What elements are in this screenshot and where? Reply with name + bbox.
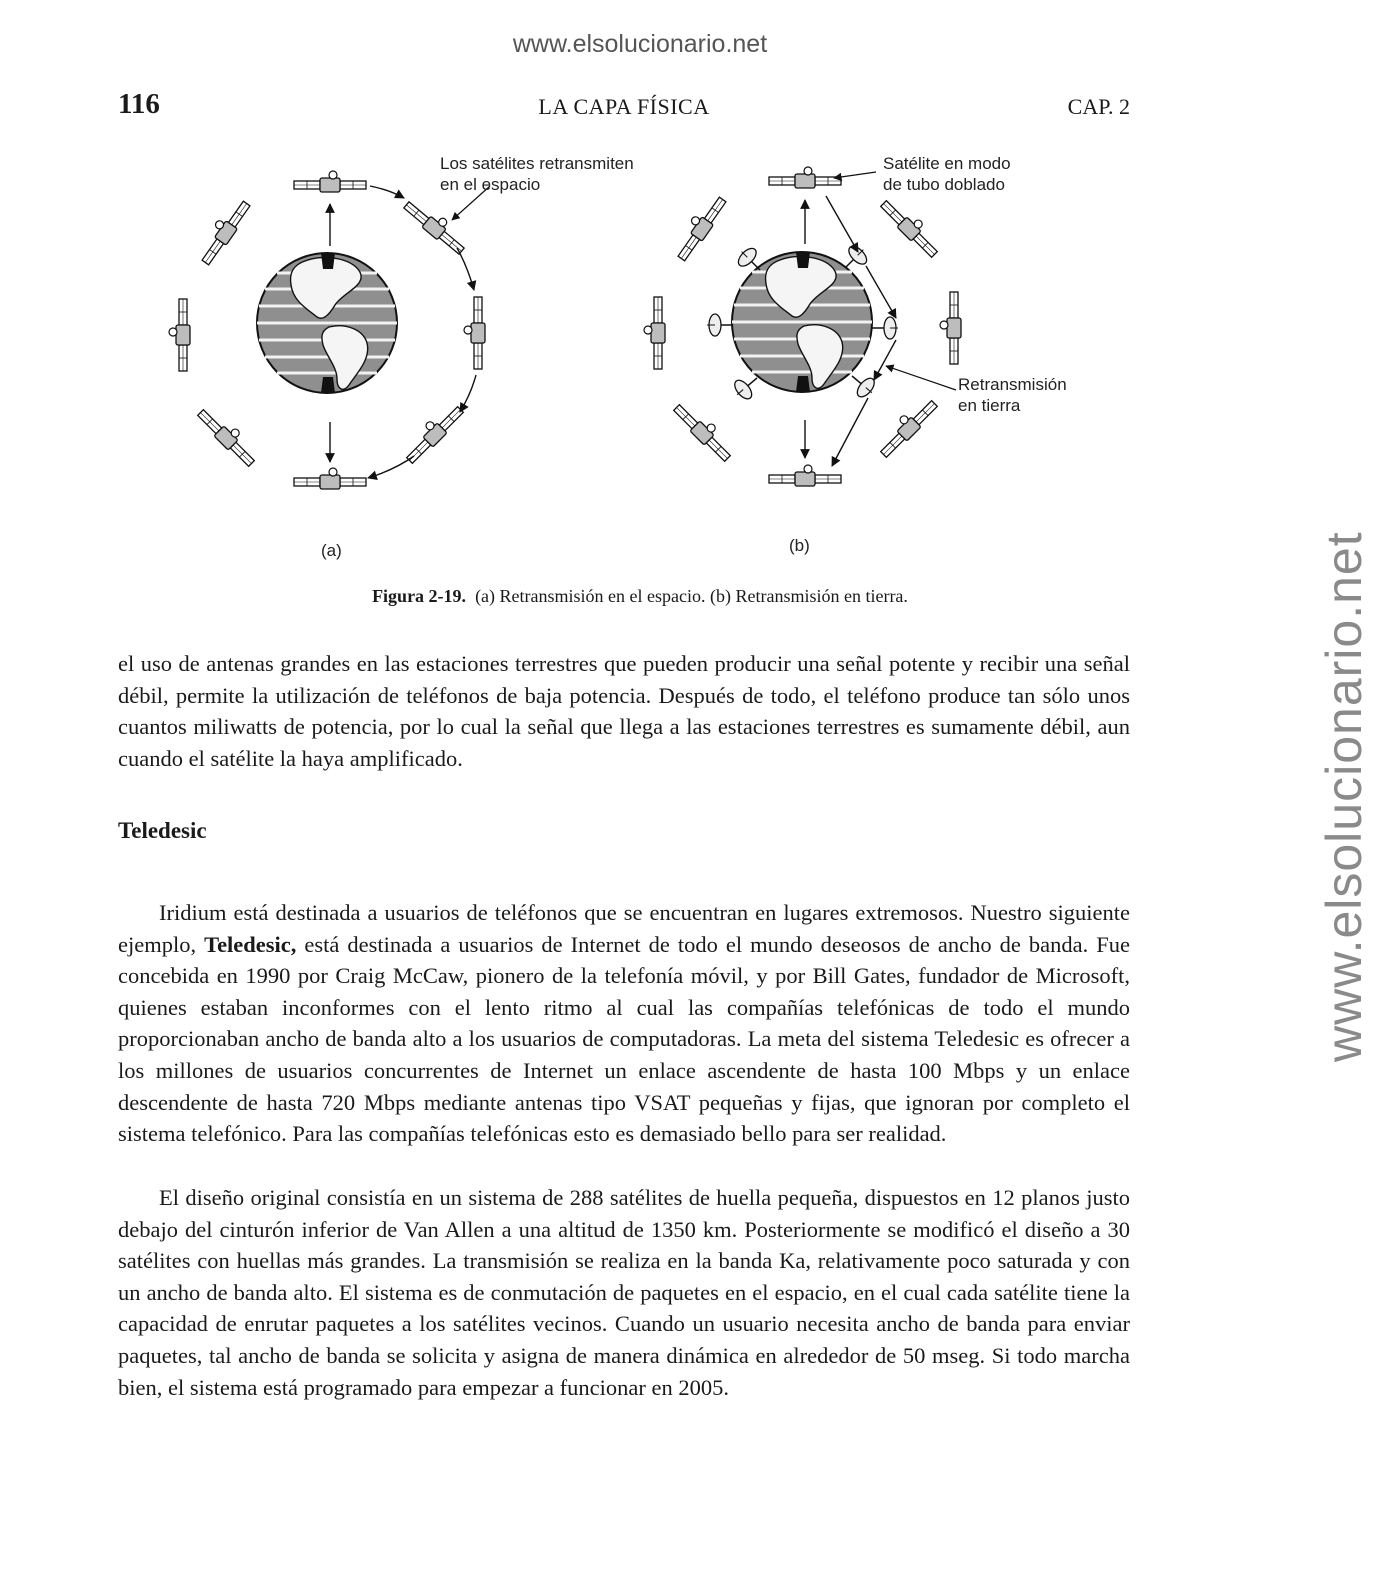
label-bent-pipe-2: de tubo doblado [883,175,1005,194]
satellite-icon [169,299,190,371]
paragraph-1: el uso de antenas grandes en las estaciones terrestres que pueden producir una señal potente y recibir una señal débil, permite la utilización de teléfonos de baja potencia. Después de todo, el teléfono produce tan sólo unos cuantos miliwatts de potencia, por lo cual la señal que llega a las estaciones terrestres es sumamente débil, aun cuando el satélite la haya amplificado. [118,651,1130,771]
ground-dish-icon [707,314,733,336]
satellite-icon [670,191,728,262]
paragraph-3: El diseño original consistía en un sistema de 288 satélites de huella pequeña, dispuestos en 12 planos justo debajo del cinturón inferior de Van Allen a una altitud de 1350 km. Posteriormente se modificó el diseño a 30 satélites con huellas más grandes. La transmisión se realiza en la banda Ka, relativamente poco saturada y con un ancho de banda alto. El sistema es de conmutación de paquetes en el espacio, en el cual cada satélite tiene la capacidad de enrutar paquetes a los satélites vecinos. Cuando un usuario necesita ancho de banda para enviar paquetes, tal ancho de banda se solicita y asigna de manera dinámica en alrededor de 50 mseg. Si todo marcha bien, el sistema está programado para empezar a funcionar en 2005. [118,1185,1130,1400]
paragraph-2 [118,897,1130,1150]
section-heading: Teledesic [118,818,207,843]
figure-satellite-relay [0,140,1280,570]
watermark-side: www.elsolucionario.net [1316,531,1372,1062]
caption-text: (a) Retransmisión en el espacio. (b) Retransmisión en tierra. [475,586,908,606]
chapter-label: CAP. 2 [1067,94,1130,119]
satellite-icon [879,194,945,260]
panel-b [644,154,1067,555]
satellite-icon [294,171,366,192]
satellite-icon [194,195,252,266]
running-title: LA CAPA FÍSICA [538,94,710,119]
panel-a [169,154,634,560]
satellite-icon [672,398,738,464]
subfigure-a-label: (a) [321,541,342,560]
earth-globe-a [257,253,397,393]
subfigure-b-label: (b) [789,536,810,555]
satellite-icon [400,400,466,466]
satellite-icon [464,297,485,369]
label-bent-pipe: Satélite en modo [883,154,1011,173]
teledesic-term: Teledesic, [204,931,297,957]
figure-caption [0,586,1280,607]
satellite-icon [874,394,940,460]
satellite-icon [769,167,841,188]
satellite-icon [769,465,841,486]
earth-globe-b [732,252,872,392]
satellite-icon [940,292,961,364]
page-number: 116 [118,88,160,120]
satellite-icon [644,297,665,369]
label-space-relay: Los satélites retransmiten [440,154,634,173]
paragraph-2-start: Iridium está destinada a usuarios de teléfonos que se encuentran en lugares extremosos. Nuestro siguiente ejemplo, [118,900,1130,957]
satellite-icon [402,194,471,256]
label-space-relay-2: en el espacio [440,175,541,194]
label-ground-relay: Retransmisión [958,375,1067,394]
ground-dish-icon [872,317,898,339]
paragraph-2-rest: está destinada a usuarios de Internet de todo el mundo deseosos de ancho de banda. Fue concebida en 1990 por Craig McCaw, pionero de la telefonía móvil, y por Bill Gates, fundador de Microsoft, quienes estaban inconformes con el lento ritmo al cual las compañías telefónicas de todo el mundo proporcionaban ancho de banda alto a los usuarios de computadoras. La meta del sistema Teledesic es ofrecer a los millones de usuarios concurrentes de Internet un enlace ascendente de hasta 100 Mbps y un enlace descendente de hasta 720 Mbps mediante antenas tipo VSAT pequeñas y fijas, que ignoran por completo el sistema telefónico. Para las compañías telefónicas esto es demasiado bello para ser realidad. [118,931,1131,1147]
satellite-icon [294,468,366,489]
caption-label: Figura 2-19. [372,586,467,606]
watermark-top: www.elsolucionario.net [512,30,768,58]
page-header [118,88,1130,128]
label-ground-relay-2: en tierra [958,396,1021,415]
satellite-icon [196,403,262,469]
